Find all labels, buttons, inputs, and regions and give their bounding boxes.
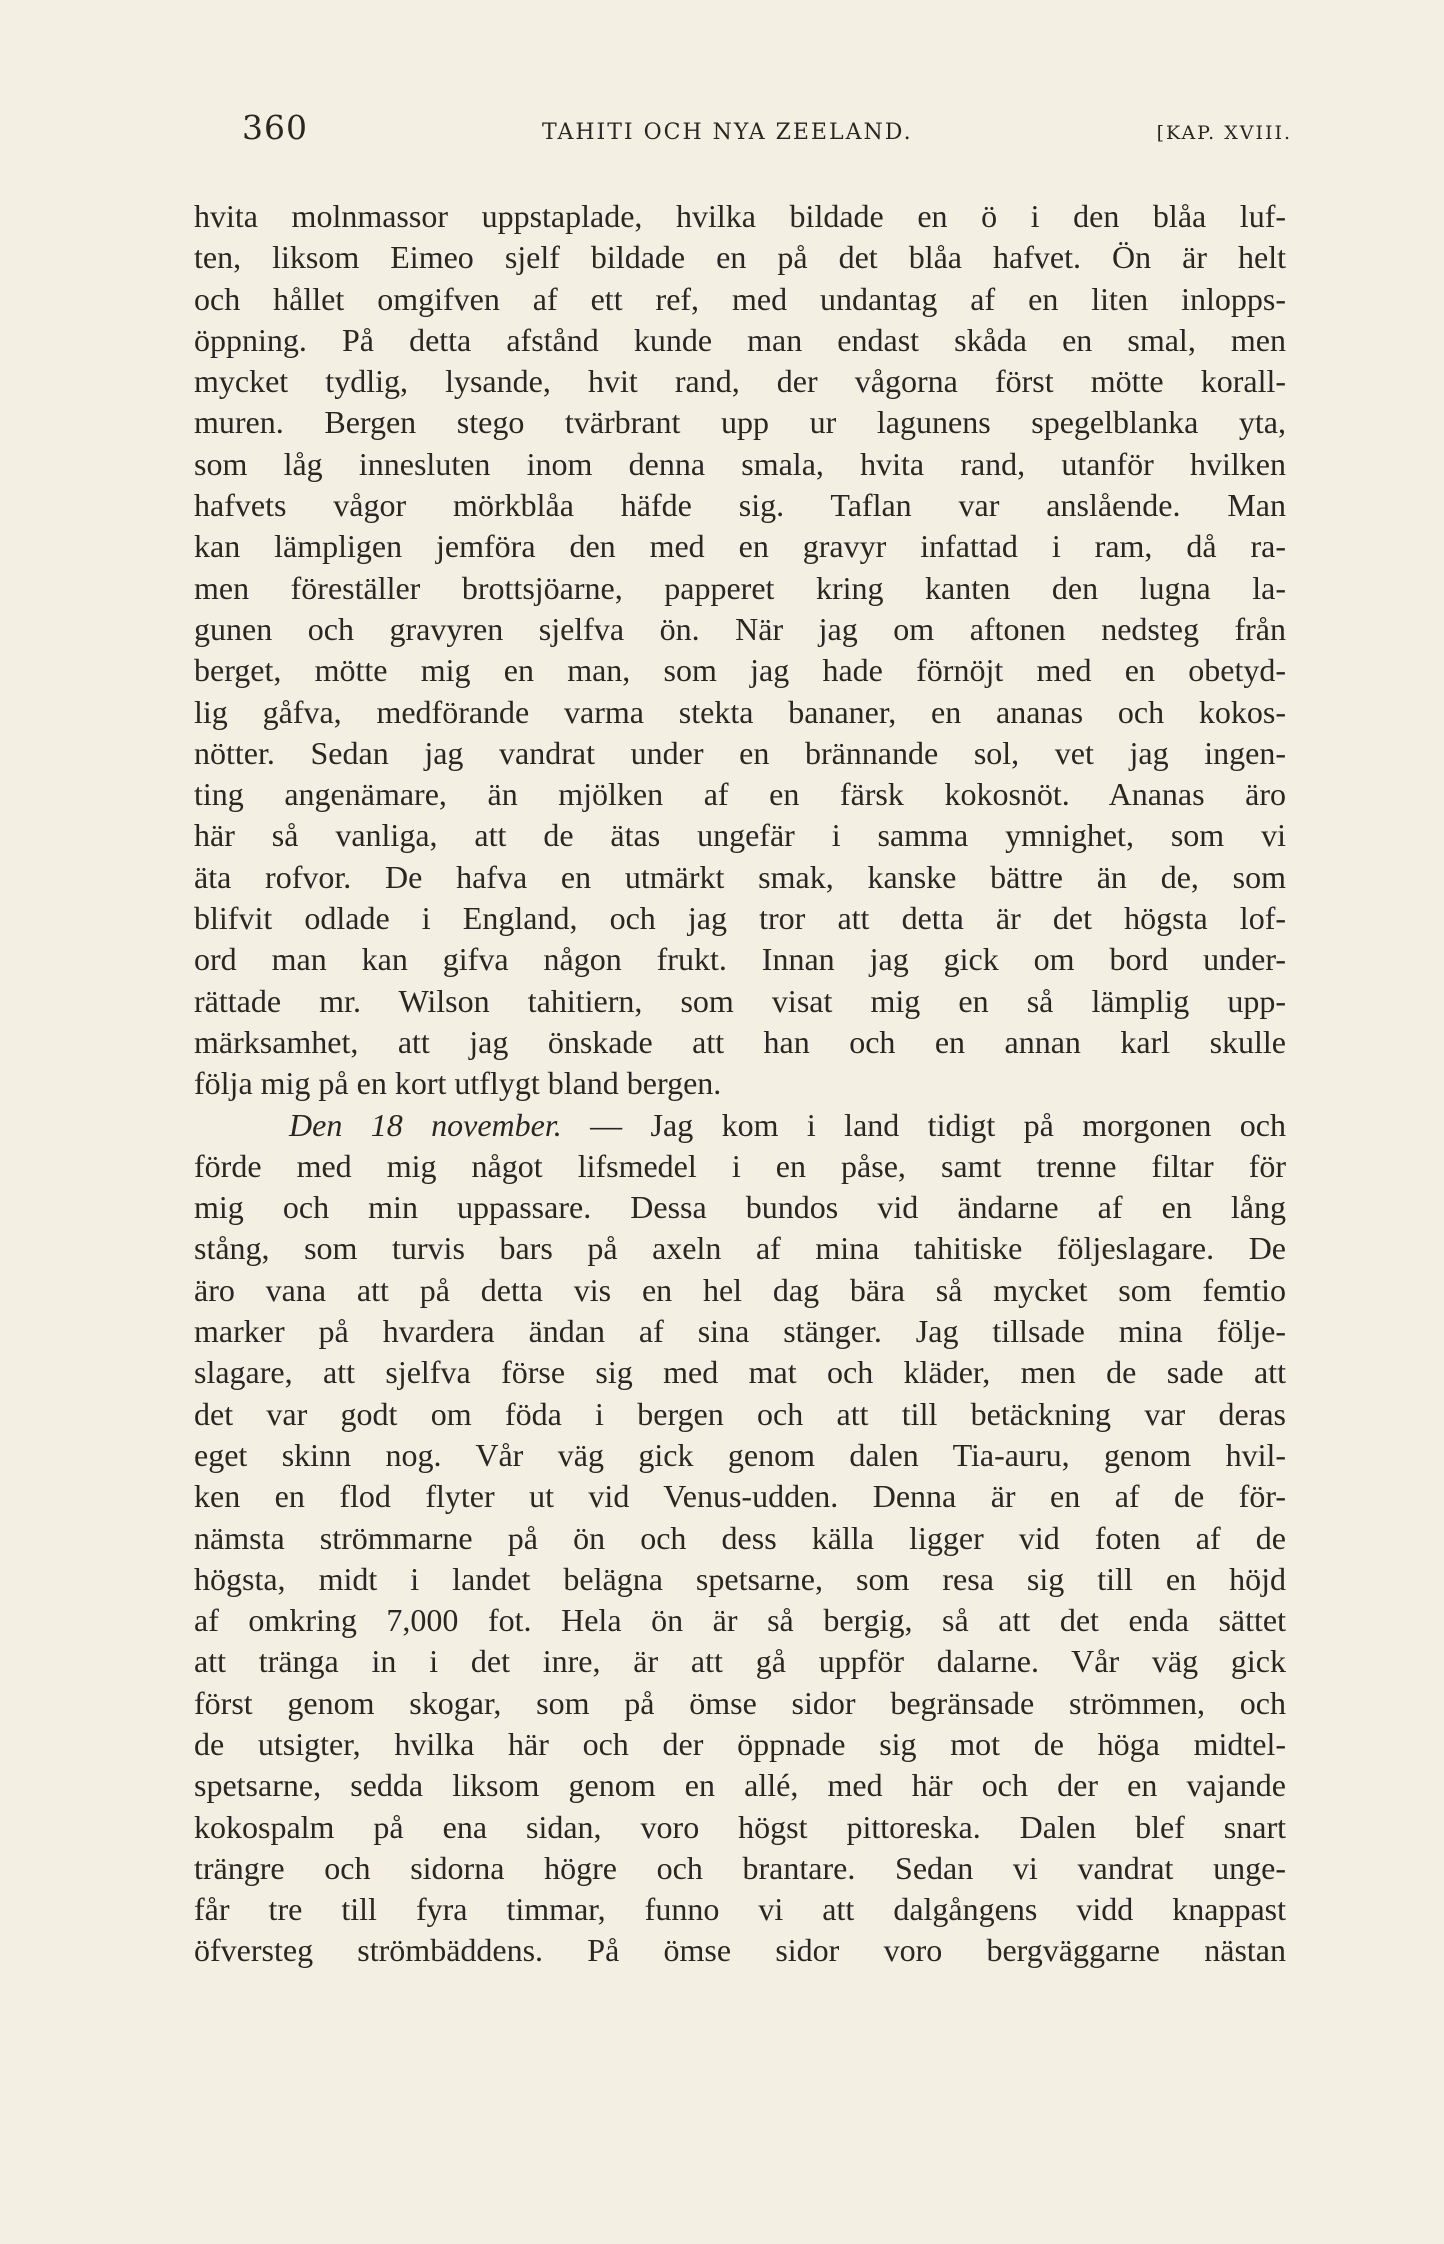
text-line: äta rofvor. De hafva en utmärkt smak, kanske bättre än de, som [194,858,1286,895]
text-line: mig och min uppassare. Dessa bundos vid ändarne af en lång [194,1189,1286,1226]
text-line: slagare, att sjelfva förse sig med mat och kläder, men de sade att [194,1354,1286,1391]
text-line: nämsta strömmarne på ön och dess källa ligger vid foten af de [194,1519,1286,1556]
text-line: kan lämpligen jemföra den med en gravyr infattad i ram, då ra- [194,528,1286,565]
page-number: 360 [242,108,308,147]
text-line: trängre och sidorna högre och brantare. Sedan vi vandrat unge- [194,1849,1286,1886]
text-line: stång, som turvis bars på axeln af mina tahitiske följeslagare. De [194,1230,1286,1267]
text-line: hafvets vågor mörkblåa häfde sig. Taflan var anslående. Man [194,487,1286,524]
text-line: öppning. På detta afstånd kunde man endast skåda en smal, men [194,321,1286,358]
text-line: lig gåfva, medförande varma stekta bananer, en ananas och kokos- [194,693,1286,730]
text-line: kokospalm på ena sidan, voro högst pittoreska. Dalen blef snart [194,1808,1286,1845]
paragraph-2 [194,1105,1286,1972]
text-line: att tränga in i det inre, är att gå uppför dalarne. Vår väg gick [194,1643,1286,1680]
text-line: berget, mötte mig en man, som jag hade förnöjt med en obetyd- [194,652,1286,689]
text-line: äro vana att på detta vis en hel dag bära så mycket som femtio [194,1271,1286,1308]
text-line: men föreställer brottsjöarne, papperet kring kanten den lugna la- [194,569,1286,606]
text-line: högsta, midt i landet belägna spetsarne, som resa sig till en höjd [194,1560,1286,1597]
text-line-rest: — Jag kom i land tidigt på morgonen och [561,1106,1287,1143]
text-line: de utsigter, hvilka här och der öppnade sig mot de höga midtel- [194,1725,1286,1762]
text-line: mycket tydlig, lysande, hvit rand, der vågorna först mötte korall- [194,363,1286,400]
text-line [194,1105,1286,1146]
text-line: nötter. Sedan jag vandrat under en brännande sol, vet jag ingen- [194,734,1286,771]
text-line: här så vanliga, att de ätas ungefär i samma ymnighet, som vi [194,817,1286,854]
text-line: märksamhet, att jag önskade att han och en annan karl skulle [194,1023,1286,1060]
running-title: TAHITI OCH NYA ZEELAND. [542,120,913,145]
text-line: öfversteg strömbäddens. På ömse sidor voro bergväggarne nästan [194,1932,1286,1969]
text-line: blifvit odlade i England, och jag tror att detta är det högsta lof- [194,900,1286,937]
text-line: gunen och gravyren sjelfva ön. När jag om aftonen nedsteg från [194,610,1286,647]
text-line: marker på hvardera ändan af sina stänger. Jag tillsade mina följe- [194,1313,1286,1350]
text-line: eget skinn nog. Vår väg gick genom dalen Tia-auru, genom hvil- [194,1436,1286,1473]
paragraph-1 [194,196,1286,1105]
text-line: som låg innesluten inom denna smala, hvita rand, utanför hvilken [194,445,1286,482]
text-line: af omkring 7,000 fot. Hela ön är så bergig, så att det enda sättet [194,1602,1286,1639]
text-line: förde med mig något lifsmedel i en påse, samt trenne filtar för [194,1147,1286,1184]
text-line: får tre till fyra timmar, funno vi att dalgångens vidd knappast [194,1891,1286,1928]
text-line: först genom skogar, som på ömse sidor begränsade strömmen, och [194,1684,1286,1721]
page-header [242,108,1292,158]
text-line: följa mig på en kort utflygt bland bergen. [194,1065,722,1102]
text-line: spetsarne, sedda liksom genom en allé, med här och der en vajande [194,1767,1286,1804]
text-line: hvita molnmassor uppstaplade, hvilka bildade en ö i den blåa luf- [194,198,1286,234]
date-label: Den 18 november. [289,1106,562,1143]
text-line: rättade mr. Wilson tahitiern, som visat mig en så lämplig upp- [194,982,1286,1019]
text-line: ten, liksom Eimeo sjelf bildade en på det blåa hafvet. Ön är helt [194,239,1286,276]
text-line: ken en flod flyter ut vid Venus-udden. Denna är en af de för- [194,1478,1286,1515]
text-line: och hållet omgifven af ett ref, med undantag af en liten inlopps- [194,280,1286,317]
body-text [194,196,1286,1972]
chapter-marker: [KAP. XVIII. [1156,122,1292,144]
text-line: muren. Bergen stego tvärbrant upp ur lagunens spegelblanka yta, [194,404,1286,441]
text-line: ord man kan gifva någon frukt. Innan jag gick om bord under- [194,941,1286,978]
text-line: ting angenämare, än mjölken af en färsk kokosnöt. Ananas äro [194,776,1286,813]
text-line: det var godt om föda i bergen och att till betäckning var deras [194,1395,1286,1432]
